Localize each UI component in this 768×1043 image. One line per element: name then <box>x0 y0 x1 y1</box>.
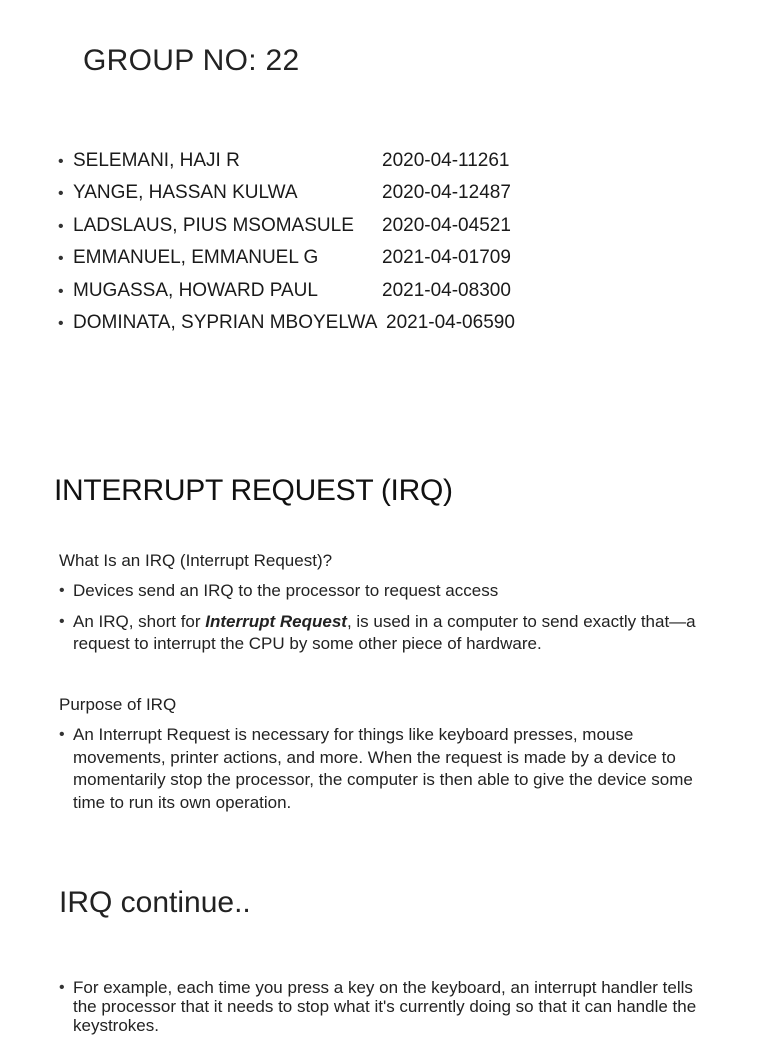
member-id: 2021-04-08300 <box>382 279 511 301</box>
bullet-item <box>59 978 709 1035</box>
bullet-item <box>59 724 709 814</box>
bullet-icon: • <box>58 282 64 300</box>
slide-irq-continue <box>0 850 768 1035</box>
bullet-icon: • <box>58 185 64 203</box>
member-id: 2021-04-01709 <box>382 247 511 269</box>
member-id: 2020-04-12487 <box>382 182 511 204</box>
member-row <box>58 180 511 212</box>
members-list <box>58 148 515 342</box>
member-row <box>58 213 511 245</box>
bullet-text: For example, each time you press a key on the keyboard, an interrupt handler tells the processor that it needs to stop what it's currently doing so that it can handle the keystrokes. <box>73 978 697 1035</box>
irq-continue-title: IRQ continue.. <box>59 886 251 919</box>
group-title: GROUP NO: 22 <box>83 44 300 77</box>
irq-question: What Is an IRQ (Interrupt Request)? <box>59 551 333 570</box>
member-row <box>58 278 511 310</box>
irq-bullets <box>59 580 709 664</box>
bullet-icon: • <box>59 726 65 743</box>
bullet-text-prefix: An IRQ, short for <box>73 611 206 631</box>
member-name: DOMINATA, SYPRIAN MBOYELWA <box>73 311 378 333</box>
bullet-text-emphasis: Interrupt Request <box>205 611 347 631</box>
bullet-icon: • <box>59 582 65 599</box>
member-name: MUGASSA, HOWARD PAUL <box>73 279 318 301</box>
member-name: YANGE, HASSAN KULWA <box>73 182 298 204</box>
slide-group-members <box>0 0 768 410</box>
member-name: LADSLAUS, PIUS MSOMASULE <box>73 214 354 236</box>
member-row <box>58 310 515 342</box>
irq-title: INTERRUPT REQUEST (IRQ) <box>54 474 453 507</box>
member-id: 2020-04-04521 <box>382 214 511 236</box>
bullet-icon: • <box>59 612 65 630</box>
bullet-text: Devices send an IRQ to the processor to request access <box>73 581 499 600</box>
bullet-text-suffix: , is used in a computer to send exactly that—a request to interrupt the CPU by some other piece of hardware. <box>73 611 696 653</box>
member-name: SELEMANI, HAJI R <box>73 150 240 171</box>
bullet-item <box>59 580 709 603</box>
bullet-text: An Interrupt Request is necessary for things like keyboard presses, mouse movements, printer actions, and more. When the request is made by a device to momentarily stop the processor, the computer is then able to give the device some time to run its own operation. <box>73 725 693 812</box>
bullet-icon: • <box>58 217 64 235</box>
member-id: 2020-04-11261 <box>382 150 510 171</box>
member-id: 2021-04-06590 <box>386 311 515 333</box>
purpose-bullets <box>59 724 709 822</box>
slide-irq-intro <box>0 410 768 850</box>
member-name: EMMANUEL, EMMANUEL G <box>73 247 319 269</box>
bullet-icon: • <box>59 979 65 996</box>
bullet-item <box>59 611 709 656</box>
continue-bullets <box>59 978 709 1043</box>
bullet-icon: • <box>58 250 64 268</box>
member-row <box>58 245 511 277</box>
purpose-label: Purpose of IRQ <box>59 695 177 714</box>
bullet-icon: • <box>58 314 64 332</box>
bullet-icon: • <box>58 153 64 170</box>
member-row <box>58 148 510 180</box>
